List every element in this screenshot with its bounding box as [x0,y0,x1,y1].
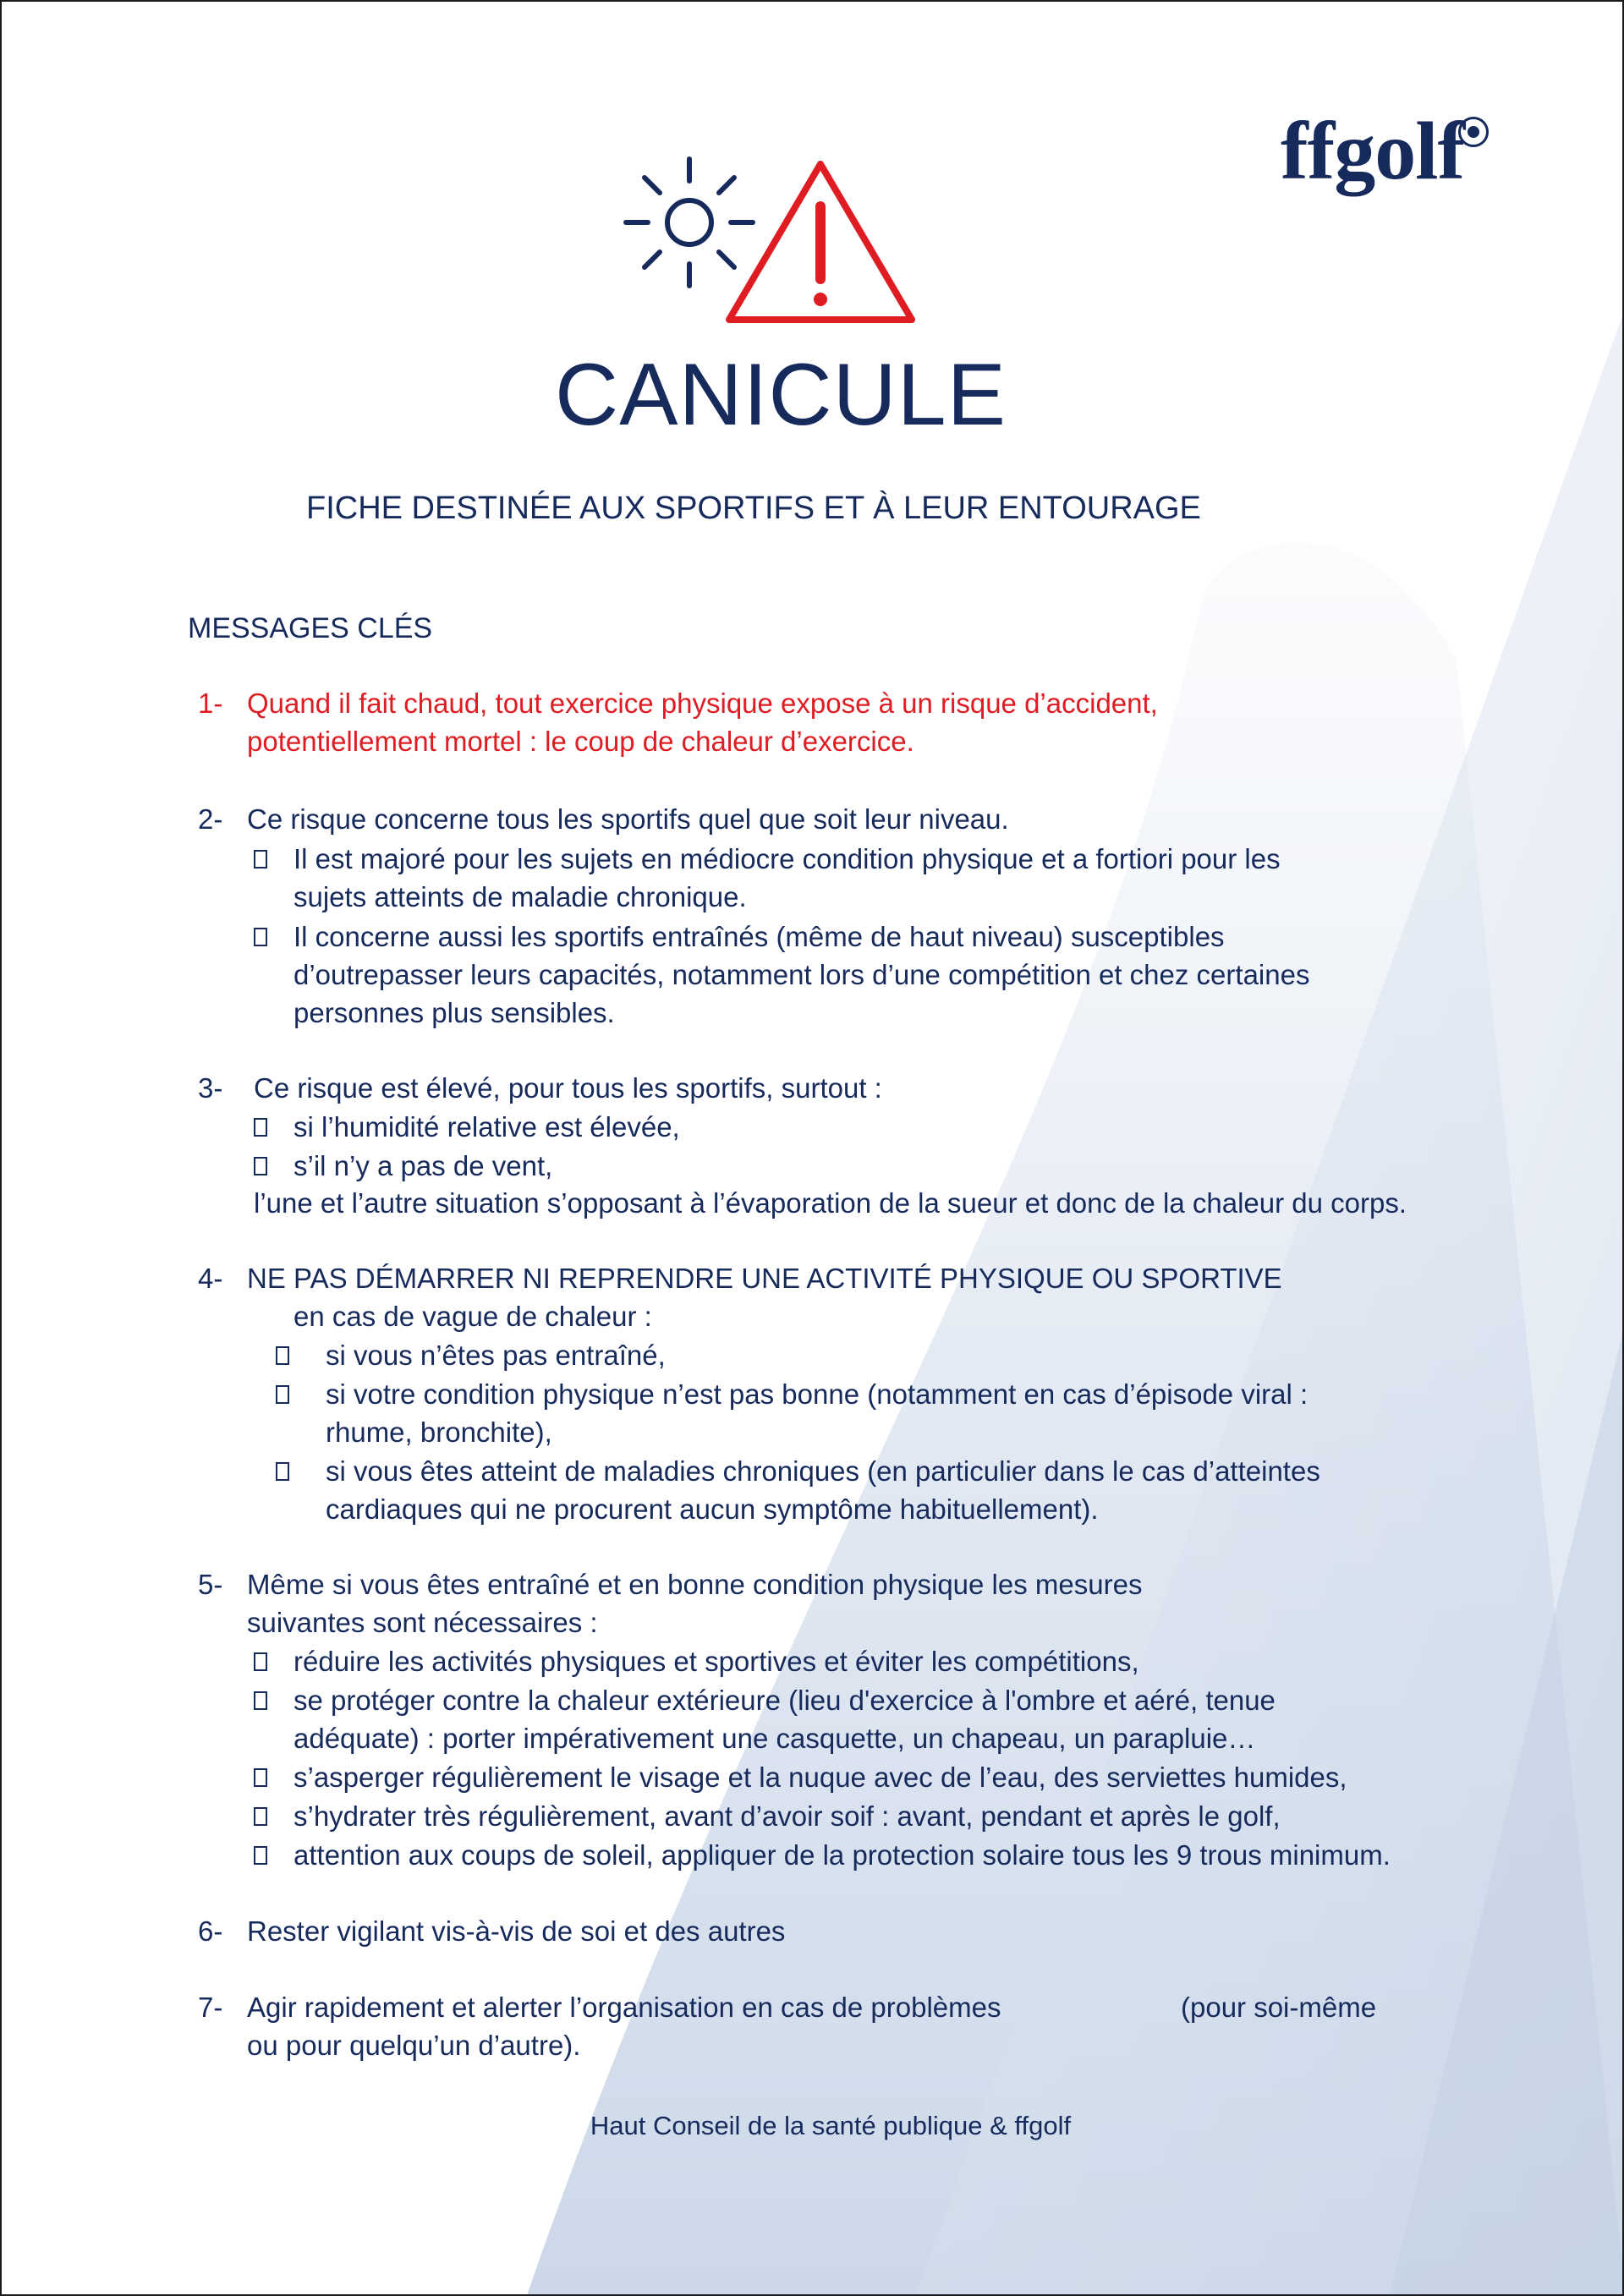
item-inline-note: (pour soi-même [1181,1992,1377,2023]
box-bullet-icon [254,850,267,869]
page-title: CANICULE [555,346,1007,444]
item-text: en cas de vague de chaleur : [294,1301,652,1332]
item-number: 2- [198,803,223,835]
box-bullet-icon [254,1846,267,1865]
bullet-text: si votre condition physique n’est pas bonne (notamment en cas d’épisode viral : [326,1378,1309,1410]
bullet-text: s’il n’y a pas de vent, [294,1150,553,1181]
box-bullet-icon [276,1385,289,1404]
item-text: Quand il fait chaud, tout exercice physique expose à un risque d’accident, [247,688,1158,719]
item-text: Ce risque est élevé, pour tous les sportifs, surtout : [254,1072,882,1104]
box-bullet-icon [254,1652,267,1671]
bullet-text: attention aux coups de soleil, appliquer de la protection solaire tous les 9 trous minimum. [294,1839,1391,1871]
bullet-text: personnes plus sensibles. [294,997,615,1028]
item-number: 7- [198,1992,223,2023]
item-text: potentiellement mortel : le coup de chaleur d’exercice. [247,726,914,757]
box-bullet-icon [254,1157,267,1175]
item-text: Ce risque concerne tous les sportifs quel que soit leur niveau. [247,803,1009,835]
section-heading: MESSAGES CLÉS [188,612,433,644]
bullet-text: si vous n’êtes pas entraîné, [326,1340,666,1371]
bullet-text: si l’humidité relative est élevée, [294,1111,680,1143]
box-bullet-icon [276,1462,289,1481]
item-text: Agir rapidement et alerter l’organisation en cas de problèmes [247,1992,1001,2023]
bullet-text: d’outrepasser leurs capacités, notamment lors d’une compétition et chez certaines [294,959,1310,990]
bullet-text: se protéger contre la chaleur extérieure (lieu d'exercice à l'ombre et aéré, tenue [294,1685,1276,1716]
item-text: Même si vous êtes entraîné et en bonne condition physique les mesures [247,1569,1143,1600]
item-number: 6- [198,1915,223,1947]
box-bullet-icon [276,1346,289,1365]
bullet-text: cardiaques qui ne procurent aucun symptôme habituellement). [326,1493,1099,1525]
bullet-text: si vous êtes atteint de maladies chroniques (en particulier dans le cas d’atteintes [326,1455,1320,1487]
footer-credit: Haut Conseil de la santé publique & ffgolf [590,2111,1072,2140]
box-bullet-icon [254,1118,267,1137]
bullet-text: Il est majoré pour les sujets en médiocre condition physique et a fortiori pour les [294,843,1281,874]
bullet-text: réduire les activités physiques et sportives et éviter les compétitions, [294,1646,1139,1677]
box-bullet-icon [254,1691,267,1710]
item-number: 3- [198,1072,223,1104]
ffgolf-logo: ffgolf [1281,106,1465,197]
ffgolf-logo-mark-icon [1458,117,1489,147]
item-text: Rester vigilant vis-à-vis de soi et des autres [247,1915,786,1947]
bullet-text: rhume, bronchite), [326,1417,552,1448]
bullet-text: Il concerne aussi les sportifs entraînés (même de haut niveau) susceptibles [294,921,1225,952]
bullet-text: adéquate) : porter impérativement une casquette, un chapeau, un parapluie… [294,1723,1256,1754]
box-bullet-icon [254,1807,267,1826]
bullet-text: s’hydrater très régulièrement, avant d’avoir soif : avant, pendant et après le golf, [294,1800,1281,1832]
item-followup-text: l’une et l’autre situation s’opposant à l’évaporation de la sueur et donc de la chaleur du corps. [254,1187,1407,1219]
box-bullet-icon [254,1768,267,1787]
bullet-text: sujets atteints de maladie chronique. [294,881,747,912]
item-text: NE PAS DÉMARRER NI REPRENDRE UNE ACTIVITÉ PHYSIQUE OU SPORTIVE [247,1263,1282,1294]
bullet-text: s’asperger régulièrement le visage et la nuque avec de l’eau, des serviettes humides, [294,1762,1347,1793]
item-number: 5- [198,1569,223,1600]
page-subtitle: FICHE DESTINÉE AUX SPORTIFS ET À LEUR ENTOURAGE [306,490,1201,526]
item-text: ou pour quelqu’un d’autre). [247,2030,581,2061]
box-bullet-icon [254,928,267,946]
warning-triangle-icon [719,154,922,332]
item-number: 1- [198,688,223,719]
item-text: suivantes sont nécessaires : [247,1607,598,1638]
item-number: 4- [198,1263,223,1294]
